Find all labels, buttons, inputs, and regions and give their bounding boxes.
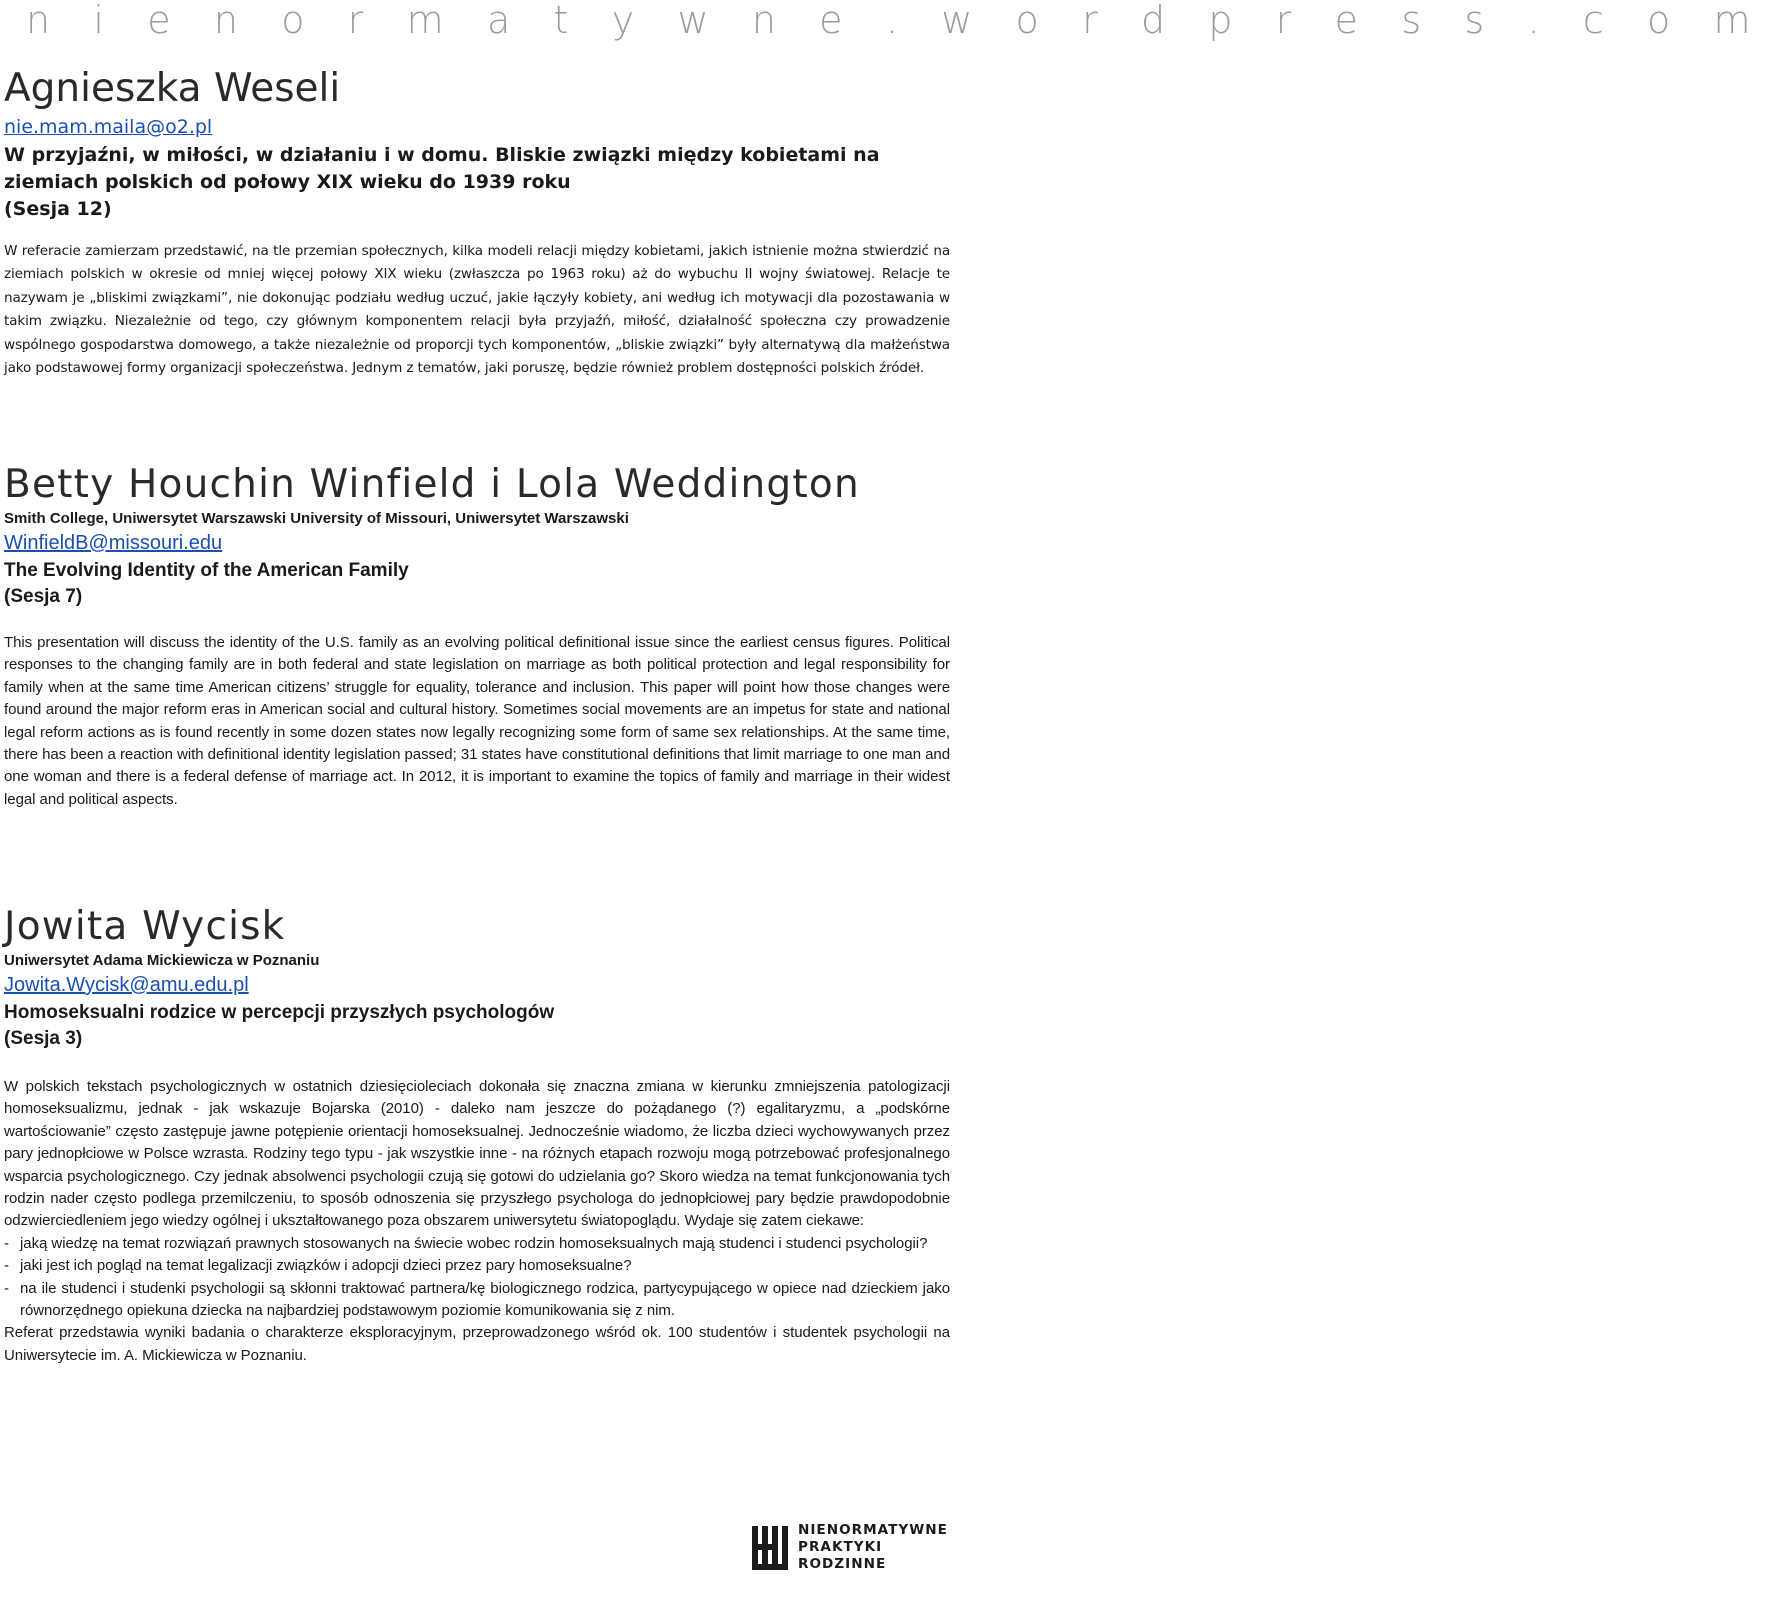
affiliation: Uniwersytet Adama Mickiewicza w Poznaniu (4, 952, 320, 969)
site-banner: n i e n o r m a t y w n e . w o r d p r e s s . c o m (26, 0, 1766, 42)
session-label: (Sesja 12) (4, 198, 112, 220)
closing-text: Referat przedstawia wyniki badania o charakterze eksploracyjnym, przeprowadzonego wśród ok. 100 studentów i studentek psychologii na Uniwersytecie im. A. Mickiewicza w Poznaniu. (4, 1324, 950, 1364)
logo-wordmark (798, 1522, 948, 1573)
session-label: (Sesja 7) (4, 586, 83, 607)
paper-title: The Evolving Identity of the American Family (4, 560, 409, 581)
question-item: - na ile studenci i studenki psychologii są skłonni traktować partnera/kę biologicznego rodzica, partycypującego w opiece nad dzieckiem jako równorzędnego opiekuna dziecka na najbardziej podstawowym poziomie komunikowania się z nim. (4, 1278, 950, 1323)
author-name: Betty Houchin Winfield i Lola Weddington (4, 462, 860, 507)
author-name: Agnieszka Weseli (4, 66, 341, 111)
abstract-text: This presentation will discuss the identity of the U.S. family as an evolving political definitional issue since the earliest census figures. Political responses to the changing family are in both federal and state legislation on marriage as both political protection and legal responsibility for family when at the same time American citizens’ struggle for equality, tolerance and inclusion. This paper will point how those changes were found around the major reform eras in American social and cultural history. Sometimes social movements are an impetus for state and national legal reform actions as is found recently in some dozen states now legally recognizing some form of same sex relationships. At the same time, there has been a reaction with definitional identity legislation passed; 31 states have constitutional definitions that limit marriage to one man and one woman and there is a federal defense of marriage act. In 2012, it is important to examine the topics of family and marriage in their widest legal and political aspects. (4, 634, 950, 808)
logo-line: RODZINNE (798, 1556, 887, 1572)
author-name: Jowita Wycisk (4, 904, 286, 949)
author-email-link[interactable]: nie.mam.maila@o2.pl (4, 116, 213, 138)
session-label: (Sesja 3) (4, 1028, 83, 1049)
abstract-text: W referacie zamierzam przedstawić, na tle przemian społecznych, kilka modeli relacji między kobietami, jakich istnienie można stwierdzić na ziemiach polskich w okresie od mniej więcej połowy XIX wieku (zwłaszcza po 1963 roku) aż do wybuchu II wojny światowej. Relacje te nazywam je „bliskimi związkami”, nie dokonując podziału według uczuć, jakie łączyły kobiety, ani według ich motywacji dla pozostawania w takim związku. Niezależnie od tego, czy głównym komponentem relacji była przyjaźń, miłość, działalność społeczna czy prowadzenie wspólnego gospodarstwa domowego, a także niezależnie od proporcji tych komponentów, „bliskie związki” były alternatywą dla małżeństwa jako podstawowej formy organizacji społeczeństwa. Jednym z tematów, jaki poruszę, będzie również problem dostępności polskich źródeł. (4, 243, 950, 377)
author-email-link[interactable]: WinfieldB@missouri.edu (4, 532, 223, 554)
logo-line: NIENORMATYWNE (798, 1522, 948, 1538)
paper-title: W przyjaźni, w miłości, w działaniu i w domu. Bliskie związki między kobietami na ziemiach polskich od połowy XIX wieku do 1939 roku (4, 144, 880, 193)
abstract-text: W polskich tekstach psychologicznych w ostatnich dziesięcioleciach dokonała się znaczna zmiana w kierunku zmniejszenia patologizacji homoseksualizmu, jednak - jak wskazuje Bojarska (2010) - daleko nam jeszcze do pożądanego (?) egalitaryzmu, a „podskórne wartościowanie” często zastępuje jawne potępienie orientacji homoseksualnej. Jednocześnie wiadomo, że liczba dzieci wychowywanych przez pary jednopłciowe w Polsce wzrasta. Rodziny tego typu - jak wszystkie inne - na różnych etapach rozwoju mogą potrzebować profesjonalnego wsparcia psychologicznego. Czy jednak absolwenci psychologii czują się gotowi do udzielania go? Skoro wiedza na temat funkcjonowania tych rodzin nader często podlega przemilczeniu, to sposób odnoszenia się przyszłego psychologa do jednopłciowej pary będzie prawdopodobnie odzwierciedleniem jego wiedzy ogólnej i ukształtowanego poza obszarem uniwersytetu światopoglądu. Wydaje się zatem ciekawe: (4, 1078, 950, 1230)
question-list (4, 1233, 950, 1323)
author-email-link[interactable]: Jowita.Wycisk@amu.edu.pl (4, 974, 249, 996)
question-item: - jaki jest ich pogląd na temat legalizacji związków i adopcji dzieci przez pary homoseksualne? (4, 1255, 950, 1277)
paper-title: Homoseksualni rodzice w percepcji przyszłych psychologów (4, 1002, 555, 1023)
question-item: - jaką wiedzę na temat rozwiązań prawnych stosowanych na świecie wobec rodzin homoseksualnych mają studenci i studenci psychologii? (4, 1233, 950, 1255)
logo-line: PRAKTYKI (798, 1539, 883, 1555)
logo-mark-icon (752, 1526, 788, 1570)
affiliation: Smith College, Uniwersytet Warszawski University of Missouri, Uniwersytet Warszawski (4, 510, 629, 527)
abstract-section (4, 1076, 950, 1367)
